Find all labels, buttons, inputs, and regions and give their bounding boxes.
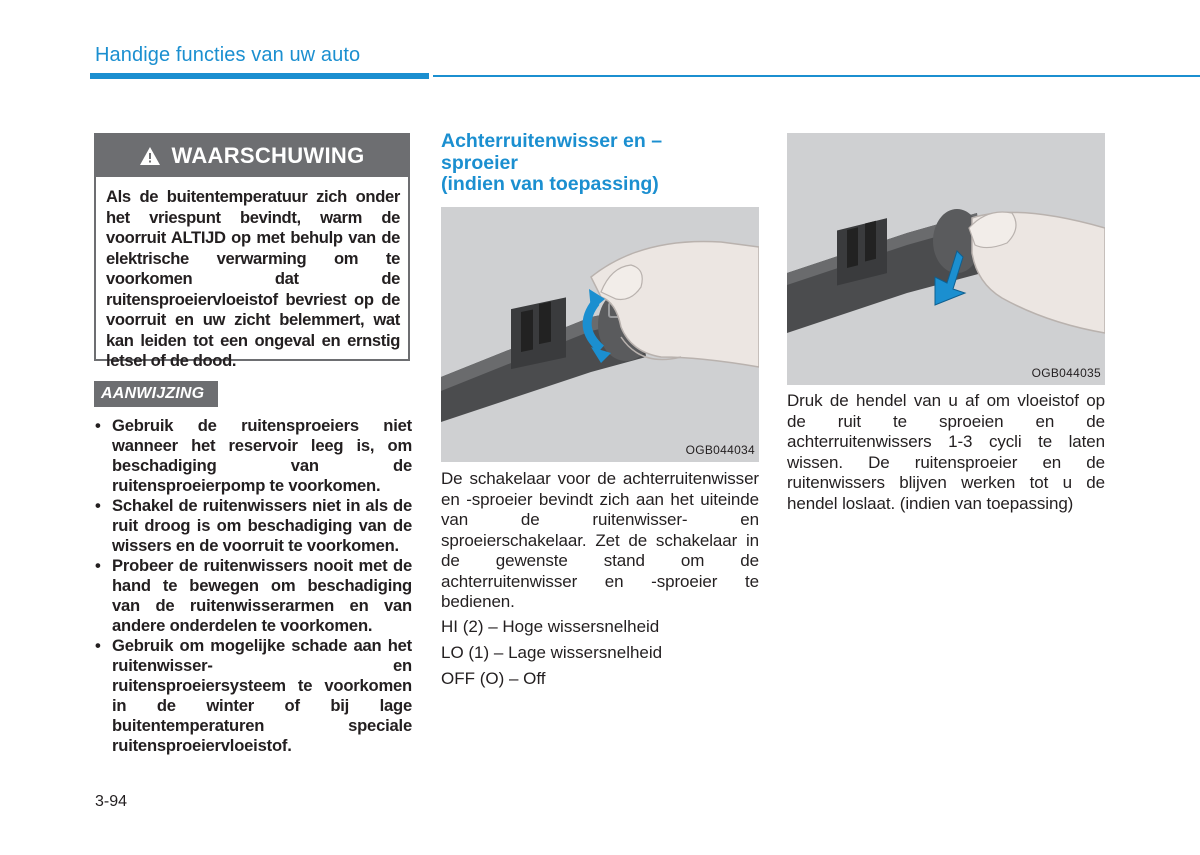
- speed-item-off: OFF (O) – Off: [441, 669, 546, 688]
- note-label: AANWIJZING: [94, 381, 218, 407]
- list-item: • Gebruik om mogelijke schade aan het ruitenwisser- en ruitensproeiersysteem te voorkomen in de winter of bij lage buitentemperaturen speciale ruitensproeiervloeistof.: [94, 636, 412, 756]
- header-rule-thin: [433, 75, 1200, 77]
- section-body-text: De schakelaar voor de achterruitenwisser en -sproeier bevindt zich aan het uiteinde van de ruitenwisser- en sproeierschakelaar. Zet de schakelaar in de gewenste stand om de achterruitenwisser en -sproeier te bedienen.: [441, 469, 759, 611]
- warning-text: Als de buitentemperatuur zich onder het vriespunt bevindt, warm de voorruit ALTIJD op met behulp van de elektrische verwarming om te voorkomen dat de ruitensproeiervloeistof bevriest op de voorruit en uw zicht belemmert, wat kan leiden tot een ongeval en ernstig letsel of de dood.: [106, 187, 400, 370]
- wiper-lever-push-illustration: [787, 133, 1105, 385]
- section-title-line: Achterruitenwisser en –: [441, 130, 663, 152]
- speed-item-hi: HI (2) – Hoge wissersnelheid: [441, 617, 660, 636]
- wiper-lever-illustration: [441, 207, 759, 462]
- list-item: • Probeer de ruitenwissers nooit met de hand te bewegen om beschadiging van de ruitenwisserarmen en van andere onderdelen te voorkomen.: [94, 556, 412, 636]
- warning-triangle-icon: [139, 146, 161, 166]
- figure-code: OGB044035: [1031, 366, 1101, 380]
- page-number: 3-94: [95, 793, 128, 810]
- note-list: [94, 416, 412, 756]
- section-title: [441, 131, 761, 196]
- list-item: • Schakel de ruitenwissers niet in als de ruit droog is om beschadiging van de wissers en de voorruit te voorkomen.: [94, 496, 412, 556]
- page-header-title: Handige functies van uw auto: [95, 44, 361, 66]
- figure-code: OGB044034: [685, 443, 755, 457]
- header-rule-thick: [90, 73, 429, 79]
- list-item: • Gebruik de ruitensproeiers niet wanneer het reservoir leeg is, om beschadiging van de ruitensproeierpomp te voorkomen.: [94, 416, 412, 496]
- column3-body-text: Druk de hendel van u af om vloeistof op de ruit te sproeien en de achterruitenwissers 1-3 cycli te laten wissen. De ruitensproeier en de ruitenwissers blijven werken tot u de hendel loslaat. (indien van toepassing): [787, 391, 1105, 513]
- section-title-line: sproeier: [441, 151, 518, 174]
- warning-title: WAARSCHUWING: [171, 143, 365, 168]
- figure-wiper-switch-rotate: [441, 207, 759, 462]
- speed-item-lo: LO (1) – Lage wissersnelheid: [441, 643, 663, 662]
- figure-wiper-switch-push: [787, 133, 1105, 385]
- warning-header: [96, 135, 408, 177]
- section-title-line: (indien van toepassing): [441, 173, 659, 195]
- warning-box: [94, 133, 410, 370]
